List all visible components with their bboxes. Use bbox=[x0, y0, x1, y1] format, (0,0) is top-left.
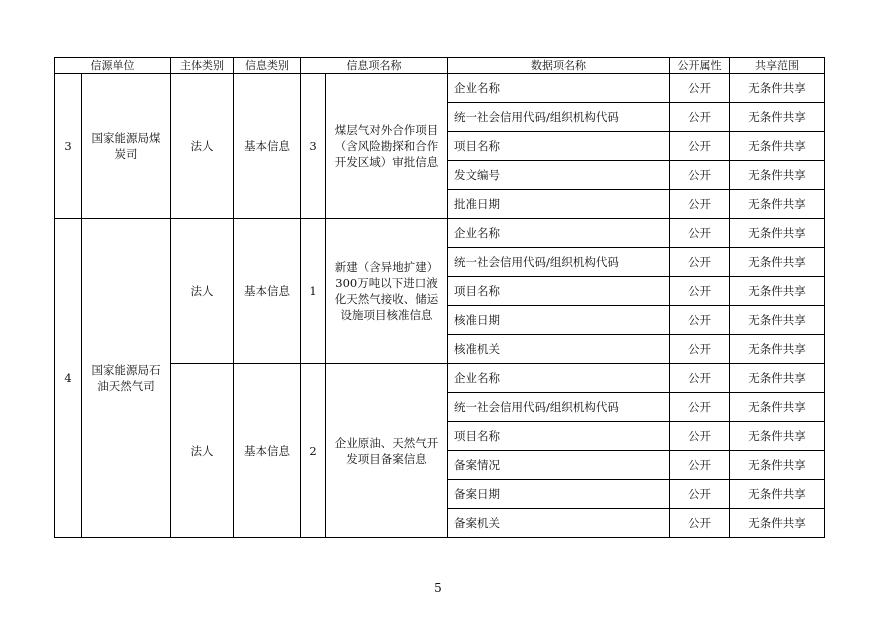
data-item-cell: 备案情况 bbox=[448, 451, 670, 480]
data-item-cell: 项目名称 bbox=[448, 422, 670, 451]
info-item-name: 新建（含异地扩建）300万吨以下进口液化天然气接收、储运设施项目核准信息 bbox=[326, 219, 448, 364]
share-scope-cell: 无条件共享 bbox=[730, 74, 825, 103]
share-scope-cell: 无条件共享 bbox=[730, 161, 825, 190]
info-type-cell: 基本信息 bbox=[234, 74, 301, 219]
public-attr-cell: 公开 bbox=[670, 364, 730, 393]
share-scope-cell: 无条件共享 bbox=[730, 190, 825, 219]
data-item-cell: 发文编号 bbox=[448, 161, 670, 190]
share-scope-cell: 无条件共享 bbox=[730, 132, 825, 161]
data-item-cell: 批准日期 bbox=[448, 190, 670, 219]
public-attr-cell: 公开 bbox=[670, 422, 730, 451]
info-item-seq: 3 bbox=[301, 74, 326, 219]
source-unit-name: 国家能源局石油天然气司 bbox=[82, 219, 171, 538]
source-unit-name: 国家能源局煤炭司 bbox=[82, 74, 171, 219]
public-attr-cell: 公开 bbox=[670, 74, 730, 103]
public-attr-cell: 公开 bbox=[670, 190, 730, 219]
share-scope-cell: 无条件共享 bbox=[730, 364, 825, 393]
public-attr-cell: 公开 bbox=[670, 480, 730, 509]
share-scope-cell: 无条件共享 bbox=[730, 248, 825, 277]
info-item-name: 企业原油、天然气开发项目备案信息 bbox=[326, 364, 448, 538]
table-row bbox=[55, 219, 825, 248]
share-scope-cell: 无条件共享 bbox=[730, 509, 825, 538]
share-scope-cell: 无条件共享 bbox=[730, 451, 825, 480]
public-attr-cell: 公开 bbox=[670, 335, 730, 364]
subject-type-cell: 法人 bbox=[171, 219, 234, 364]
header-source-unit: 信源单位 bbox=[55, 58, 171, 74]
subject-type-cell: 法人 bbox=[171, 364, 234, 538]
data-item-cell: 统一社会信用代码/组织机构代码 bbox=[448, 248, 670, 277]
header-public-attr: 公开属性 bbox=[670, 58, 730, 74]
public-attr-cell: 公开 bbox=[670, 306, 730, 335]
info-item-seq: 1 bbox=[301, 219, 326, 364]
public-attr-cell: 公开 bbox=[670, 509, 730, 538]
header-data-item-name: 数据项名称 bbox=[448, 58, 670, 74]
header-info-item-name: 信息项名称 bbox=[301, 58, 448, 74]
information-resource-table bbox=[54, 57, 825, 538]
data-item-cell: 项目名称 bbox=[448, 277, 670, 306]
subject-type-cell: 法人 bbox=[171, 74, 234, 219]
public-attr-cell: 公开 bbox=[670, 451, 730, 480]
share-scope-cell: 无条件共享 bbox=[730, 306, 825, 335]
data-item-cell: 核准机关 bbox=[448, 335, 670, 364]
table-row bbox=[55, 364, 825, 393]
header-subject-type: 主体类别 bbox=[171, 58, 234, 74]
share-scope-cell: 无条件共享 bbox=[730, 277, 825, 306]
data-item-cell: 统一社会信用代码/组织机构代码 bbox=[448, 103, 670, 132]
public-attr-cell: 公开 bbox=[670, 393, 730, 422]
share-scope-cell: 无条件共享 bbox=[730, 422, 825, 451]
public-attr-cell: 公开 bbox=[670, 103, 730, 132]
header-info-type: 信息类别 bbox=[234, 58, 301, 74]
public-attr-cell: 公开 bbox=[670, 248, 730, 277]
public-attr-cell: 公开 bbox=[670, 161, 730, 190]
table-header-row bbox=[55, 58, 825, 74]
data-item-cell: 备案机关 bbox=[448, 509, 670, 538]
share-scope-cell: 无条件共享 bbox=[730, 335, 825, 364]
data-item-cell: 企业名称 bbox=[448, 364, 670, 393]
data-item-cell: 项目名称 bbox=[448, 132, 670, 161]
table-row bbox=[55, 74, 825, 103]
share-scope-cell: 无条件共享 bbox=[730, 393, 825, 422]
group-seq: 4 bbox=[55, 219, 82, 538]
data-item-cell: 核准日期 bbox=[448, 306, 670, 335]
share-scope-cell: 无条件共享 bbox=[730, 219, 825, 248]
data-item-cell: 备案日期 bbox=[448, 480, 670, 509]
page-number: 5 bbox=[434, 581, 442, 595]
data-item-cell: 企业名称 bbox=[448, 219, 670, 248]
header-share-scope: 共享范围 bbox=[730, 58, 825, 74]
info-item-seq: 2 bbox=[301, 364, 326, 538]
info-type-cell: 基本信息 bbox=[234, 364, 301, 538]
share-scope-cell: 无条件共享 bbox=[730, 103, 825, 132]
group-seq: 3 bbox=[55, 74, 82, 219]
public-attr-cell: 公开 bbox=[670, 277, 730, 306]
info-item-name: 煤层气对外合作项目（含风险勘探和合作开发区域）审批信息 bbox=[326, 74, 448, 219]
share-scope-cell: 无条件共享 bbox=[730, 480, 825, 509]
public-attr-cell: 公开 bbox=[670, 219, 730, 248]
data-item-cell: 统一社会信用代码/组织机构代码 bbox=[448, 393, 670, 422]
data-item-cell: 企业名称 bbox=[448, 74, 670, 103]
info-type-cell: 基本信息 bbox=[234, 219, 301, 364]
public-attr-cell: 公开 bbox=[670, 132, 730, 161]
